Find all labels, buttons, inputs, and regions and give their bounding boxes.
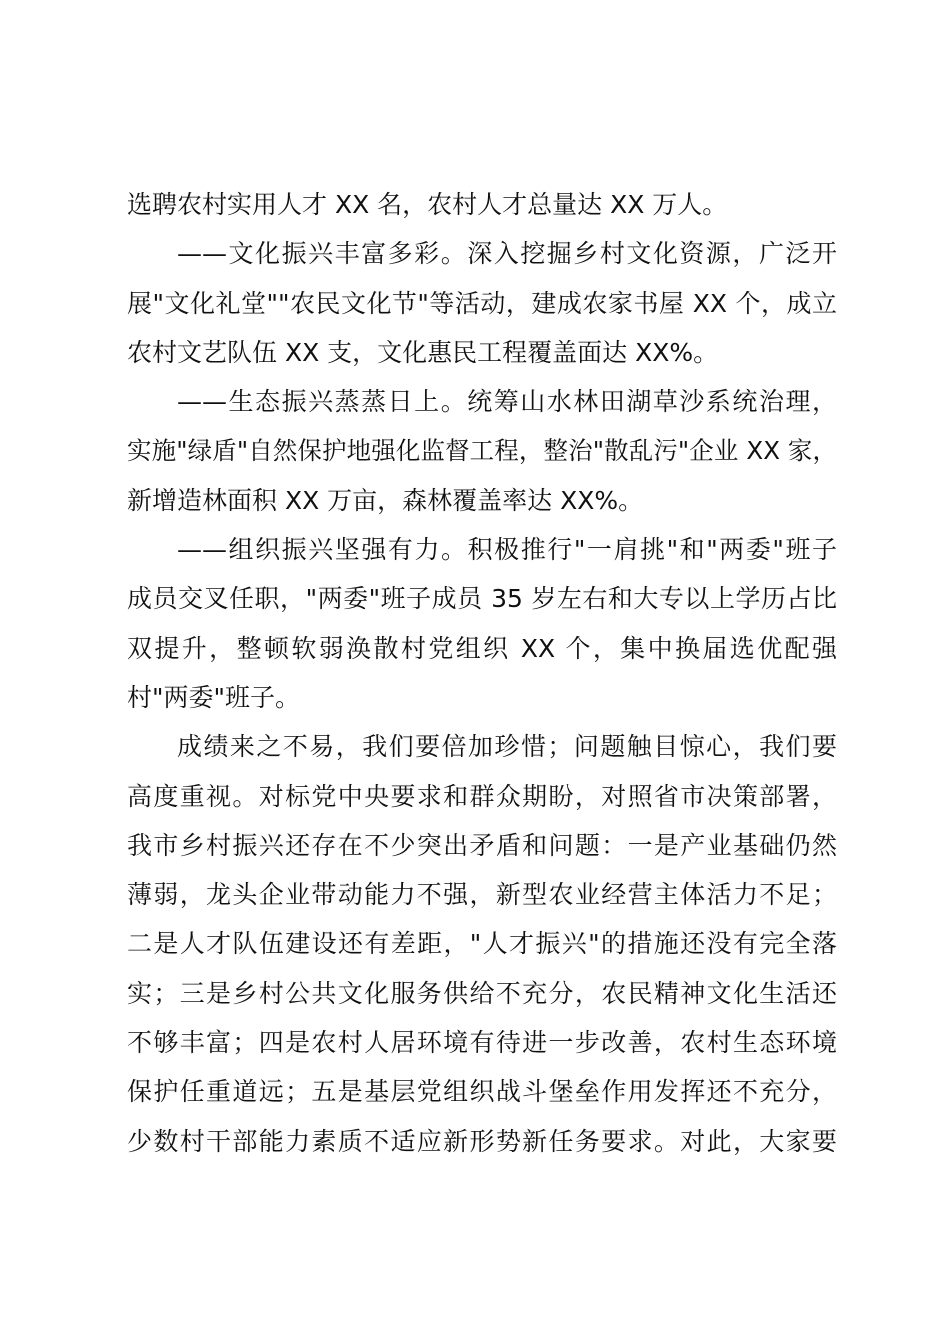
text-line: ——组织振兴坚强有力。积极推行"一肩挑"和"两委"班子: [177, 535, 837, 565]
text-line: 新增造林面积 XX 万亩，森林覆盖率达 XX%。: [127, 485, 644, 515]
text-line: 高度重视。对标党中央要求和群众期盼，对照省市决策部署，: [127, 781, 837, 811]
body-text: [127, 180, 837, 1166]
text-line: 双提升，整顿软弱涣散村党组织 XX 个，集中换届选优配强: [127, 633, 837, 663]
text-line: 选聘农村实用人才 XX 名，农村人才总量达 XX 万人。: [127, 190, 728, 219]
text-line: 二是人才队伍建设还有差距，"人才振兴"的措施还没有完全落: [127, 929, 837, 959]
text-line: 实施"绿盾"自然保护地强化监督工程，整治"散乱污"企业 XX 家，: [127, 436, 837, 466]
text-line: 少数村干部能力素质不适应新形势新任务要求。对此，大家要: [127, 1126, 837, 1156]
text-line: ——生态振兴蒸蒸日上。统筹山水林田湖草沙系统治理，: [177, 387, 837, 417]
text-line: 成绩来之不易，我们要倍加珍惜；问题触目惊心，我们要: [177, 732, 837, 762]
text-line: 展"文化礼堂""农民文化节"等活动，建成农家书屋 XX 个，成立: [127, 288, 837, 318]
text-line: 成员交叉任职，"两委"班子成员 35 岁左右和大专以上学历占比: [127, 584, 837, 614]
text-line: 我市乡村振兴还存在不少突出矛盾和问题：一是产业基础仍然: [127, 830, 837, 860]
text-line: ——文化振兴丰富多彩。深入挖掘乡村文化资源，广泛开: [177, 239, 837, 269]
text-line: 保护任重道远；五是基层党组织战斗堡垒作用发挥还不充分，: [127, 1077, 837, 1107]
text-line: 实；三是乡村公共文化服务供给不充分，农民精神文化生活还: [127, 978, 837, 1008]
text-line: 农村文艺队伍 XX 支，文化惠民工程覆盖面达 XX%。: [127, 337, 719, 367]
text-line: 村"两委"班子。: [127, 682, 300, 712]
text-line: 薄弱，龙头企业带动能力不强，新型农业经营主体活力不足；: [127, 880, 837, 910]
text-line: 不够丰富；四是农村人居环境有待进一步改善，农村生态环境: [127, 1028, 837, 1058]
